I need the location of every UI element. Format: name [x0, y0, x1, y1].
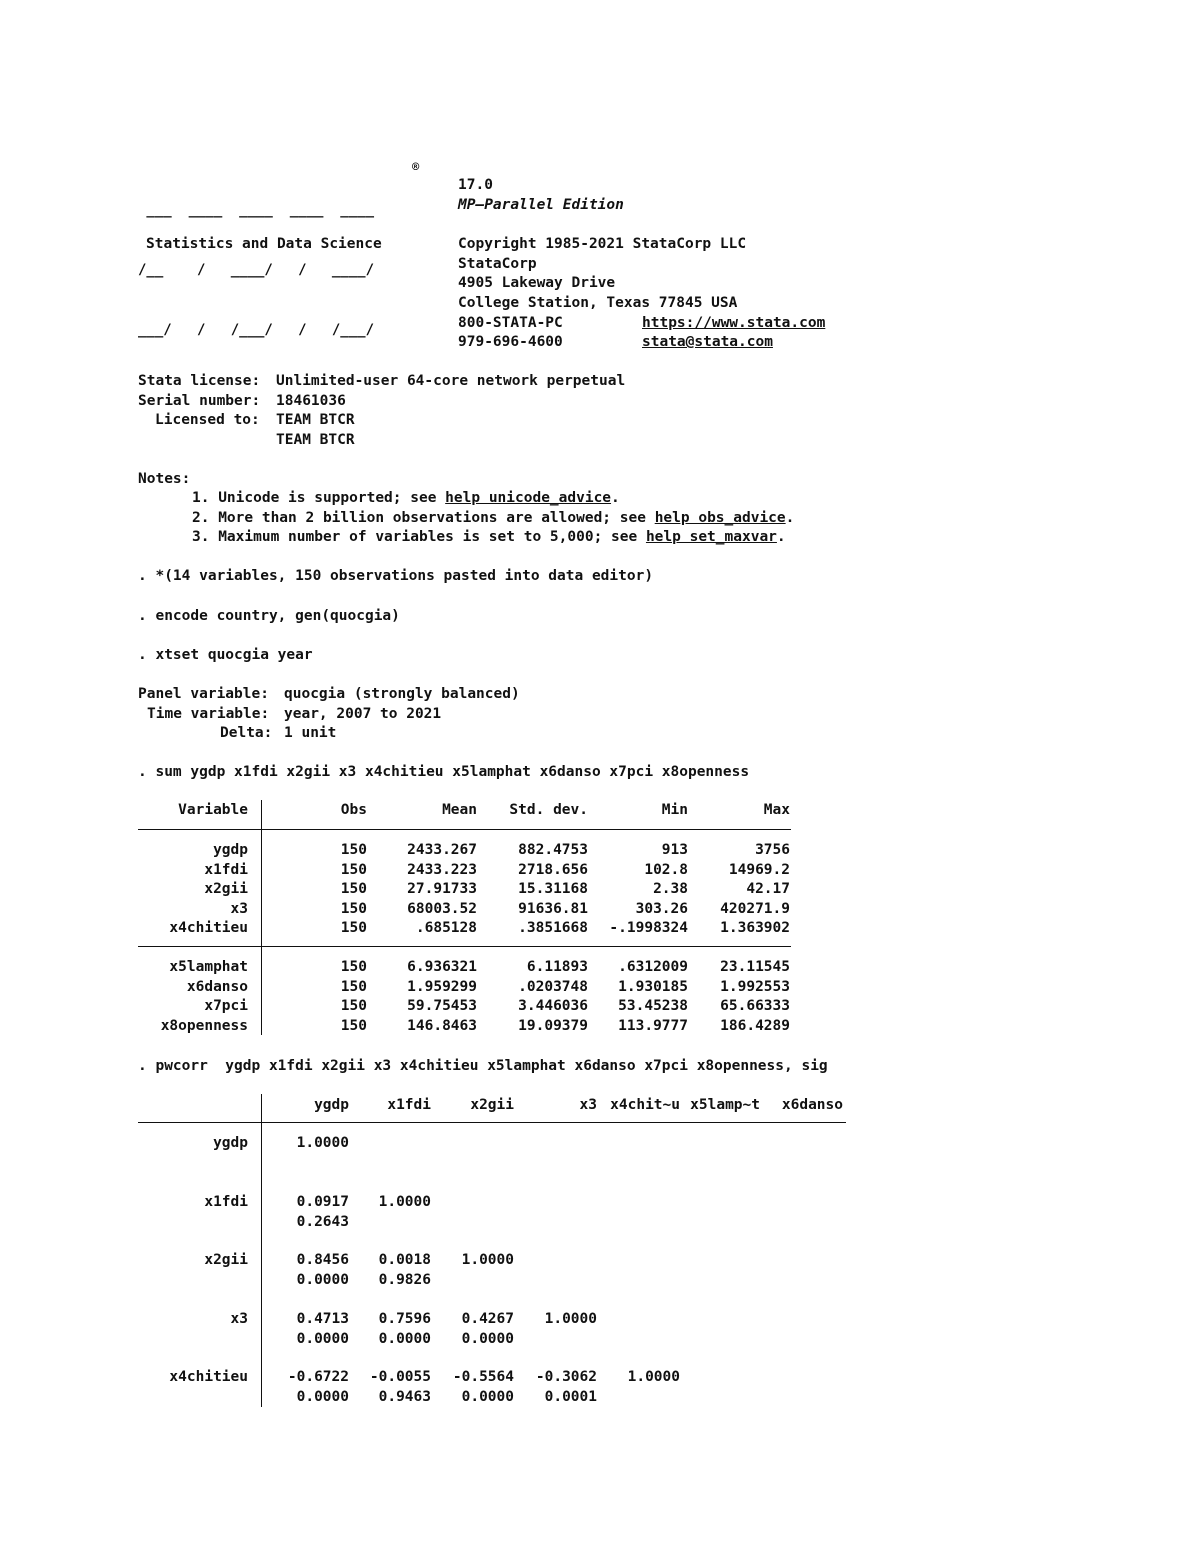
- summary-cell: 113.9777: [618, 1018, 688, 1034]
- summary-table-header-rule: [138, 829, 791, 830]
- notes-title: Notes:: [138, 471, 191, 487]
- command-encode: . encode country, gen(quocgia): [138, 608, 400, 624]
- website-link[interactable]: https://www.stata.com: [642, 315, 826, 331]
- note-3-link[interactable]: help set_maxvar: [645, 529, 777, 545]
- summary-cell: 2433.223: [407, 862, 477, 878]
- summary-cell: 53.45238: [618, 998, 688, 1014]
- summary-header-2: Mean: [442, 802, 477, 818]
- summary-cell: 150: [340, 998, 367, 1014]
- summary-cell: 1.363902: [720, 920, 790, 936]
- summary-cell: 1.930185: [618, 979, 688, 995]
- corr-header-6: x6danso: [781, 1097, 843, 1113]
- corr-row-label: x4chitieu: [169, 1369, 248, 1385]
- summary-cell: 2433.267: [407, 842, 477, 858]
- delta-value: 1 unit: [284, 725, 337, 741]
- note-2-period: .: [785, 510, 795, 526]
- serial-value: 18461036: [276, 393, 346, 409]
- note-2-text: 2. More than 2 billion observations are allowed; see: [192, 510, 655, 526]
- delta-label: Delta:: [220, 725, 273, 741]
- summary-cell: 913: [661, 842, 688, 858]
- corr-coefficient: 1.0000: [627, 1369, 680, 1385]
- summary-row-label: ygdp: [213, 842, 248, 858]
- note-1-text: 1. Unicode is supported; see: [192, 490, 446, 506]
- summary-cell: 150: [340, 1018, 367, 1034]
- summary-cell: -.1998324: [609, 920, 688, 936]
- corr-coefficient: 0.0917: [296, 1194, 349, 1210]
- licensed-to-value-2: TEAM BTCR: [276, 432, 355, 448]
- corr-coefficient: 0.7596: [378, 1311, 431, 1327]
- summary-table-group-rule: [138, 946, 791, 947]
- corr-header-5: x5lamp~t: [690, 1097, 760, 1113]
- summary-cell: 150: [340, 959, 367, 975]
- corr-significance: 0.9463: [378, 1389, 431, 1405]
- corr-significance: 0.0000: [378, 1331, 431, 1347]
- time-variable-label: Time variable:: [147, 706, 270, 722]
- summary-cell: 6.11893: [526, 959, 588, 975]
- note-1-period: .: [611, 490, 620, 506]
- summary-cell: 150: [340, 862, 367, 878]
- summary-cell: 146.8463: [407, 1018, 477, 1034]
- summary-cell: 102.8: [644, 862, 688, 878]
- licensed-to-label: Licensed to:: [155, 412, 260, 428]
- summary-cell: 303.26: [635, 901, 688, 917]
- corr-significance: 0.0000: [296, 1272, 349, 1288]
- summary-cell: .685128: [415, 920, 477, 936]
- serial-label: Serial number:: [138, 393, 261, 409]
- corr-coefficient: 0.4713: [296, 1311, 349, 1327]
- summary-cell: 2718.656: [518, 862, 588, 878]
- summary-cell: 150: [340, 842, 367, 858]
- note-2: [192, 508, 794, 528]
- summary-cell: .6312009: [618, 959, 688, 975]
- summary-row-label: x5lamphat: [169, 959, 248, 975]
- panel-variable-value: quocgia (strongly balanced): [284, 686, 520, 702]
- command-paste: . *(14 variables, 150 observations pasted into data editor): [138, 568, 654, 584]
- corr-row-label: x1fdi: [204, 1194, 248, 1210]
- logo-line-3: ___/ / /___/ / /___/: [138, 322, 375, 338]
- summary-cell: 3.446036: [518, 998, 588, 1014]
- corr-table-header-rule: [138, 1122, 846, 1123]
- corr-row-label: x2gii: [204, 1252, 248, 1268]
- summary-cell: 42.17: [746, 881, 790, 897]
- corr-significance: 0.0000: [461, 1389, 514, 1405]
- logo-line-2: /__ / ____/ / ____/: [138, 262, 375, 278]
- stata-version: 17.0: [458, 177, 493, 193]
- corr-coefficient: -0.0055: [369, 1369, 431, 1385]
- note-3-text: 3. Maximum number of variables is set to 5,000; see: [192, 529, 646, 545]
- licensed-to-value-1: TEAM BTCR: [276, 412, 355, 428]
- summary-cell: 65.66333: [720, 998, 790, 1014]
- note-1-link[interactable]: help unicode_advice: [445, 490, 612, 506]
- corr-significance: 0.2643: [296, 1214, 349, 1230]
- corr-row-label: ygdp: [213, 1135, 248, 1151]
- corr-header-4: x4chit~u: [610, 1097, 680, 1113]
- registered-mark: ®: [412, 160, 420, 174]
- summary-cell: .0203748: [518, 979, 588, 995]
- note-2-link[interactable]: help obs_advice: [654, 510, 786, 526]
- tagline: Statistics and Data Science: [146, 236, 382, 252]
- stata-logo: [138, 160, 382, 380]
- command-xtset: . xtset quocgia year: [138, 647, 313, 663]
- summary-header-1: Obs: [340, 802, 367, 818]
- copyright: Copyright 1985-2021 StataCorp LLC: [458, 236, 747, 252]
- summary-cell: 59.75453: [407, 998, 477, 1014]
- corr-significance: 0.0000: [296, 1389, 349, 1405]
- summary-cell: 1.992553: [720, 979, 790, 995]
- summary-cell: 3756: [755, 842, 790, 858]
- summary-cell: 27.91733: [407, 881, 477, 897]
- summary-header-4: Min: [661, 802, 688, 818]
- summary-row-label: x4chitieu: [169, 920, 248, 936]
- corr-header-0: ygdp: [314, 1097, 349, 1113]
- stata-edition: MP—Parallel Edition: [458, 197, 624, 213]
- summary-cell: 150: [340, 901, 367, 917]
- time-variable-value: year, 2007 to 2021: [284, 706, 442, 722]
- corr-coefficient: -0.3062: [535, 1369, 597, 1385]
- note-3-period: .: [776, 529, 786, 545]
- corr-significance: 0.0001: [544, 1389, 597, 1405]
- summary-cell: 68003.52: [407, 901, 477, 917]
- corr-coefficient: 1.0000: [378, 1194, 431, 1210]
- summary-cell: 6.936321: [407, 959, 477, 975]
- summary-header-0: Variable: [178, 802, 248, 818]
- summary-row-label: x1fdi: [204, 862, 248, 878]
- summary-cell: 15.31168: [518, 881, 588, 897]
- summary-row-label: x2gii: [204, 881, 248, 897]
- phone-2: 979-696-4600: [458, 334, 563, 350]
- summary-cell: 14969.2: [728, 862, 790, 878]
- summary-cell: 420271.9: [720, 901, 790, 917]
- command-pwcorr: . pwcorr ygdp x1fdi x2gii x3 x4chitieu x5lamphat x6danso x7pci x8openness, sig: [138, 1058, 828, 1074]
- summary-row-label: x7pci: [204, 998, 248, 1014]
- summary-cell: 91636.81: [518, 901, 588, 917]
- summary-cell: 19.09379: [518, 1018, 588, 1034]
- license-value: Unlimited-user 64-core network perpetual: [276, 373, 626, 389]
- panel-variable-label: Panel variable:: [138, 686, 269, 702]
- corr-header-1: x1fdi: [387, 1097, 431, 1113]
- summary-cell: .3851668: [518, 920, 588, 936]
- corr-header-2: x2gii: [470, 1097, 514, 1113]
- summary-cell: 2.38: [653, 881, 688, 897]
- summary-cell: 150: [340, 979, 367, 995]
- corr-header-3: x3: [579, 1097, 597, 1113]
- street-address: 4905 Lakeway Drive: [458, 275, 616, 291]
- summary-cell: 882.4753: [518, 842, 588, 858]
- summary-cell: 1.959299: [407, 979, 477, 995]
- corr-coefficient: 0.8456: [296, 1252, 349, 1268]
- corr-row-label: x3: [230, 1311, 248, 1327]
- corr-significance: 0.0000: [461, 1331, 514, 1347]
- phone-1: 800-STATA-PC: [458, 315, 563, 331]
- company-name: StataCorp: [458, 256, 537, 272]
- summary-header-5: Max: [763, 802, 790, 818]
- corr-coefficient: -0.6722: [287, 1369, 349, 1385]
- summary-cell: 23.11545: [720, 959, 790, 975]
- command-sum: . sum ygdp x1fdi x2gii x3 x4chitieu x5lamphat x6danso x7pci x8openness: [138, 764, 750, 780]
- corr-coefficient: 1.0000: [461, 1252, 514, 1268]
- corr-significance: 0.0000: [296, 1331, 349, 1347]
- summary-header-3: Std. dev.: [509, 802, 588, 818]
- summary-cell: 150: [340, 881, 367, 897]
- summary-cell: 150: [340, 920, 367, 936]
- summary-row-label: x3: [230, 901, 248, 917]
- logo-line-1: ___ ____ ____ ____ ____: [138, 202, 383, 218]
- email-link[interactable]: stata@stata.com: [642, 334, 773, 350]
- corr-coefficient: -0.5564: [452, 1369, 514, 1385]
- corr-coefficient: 0.0018: [378, 1252, 431, 1268]
- corr-coefficient: 0.4267: [461, 1311, 514, 1327]
- note-1: [192, 488, 620, 508]
- corr-coefficient: 1.0000: [544, 1311, 597, 1327]
- city-address: College Station, Texas 77845 USA: [458, 295, 738, 311]
- summary-cell: 186.4289: [720, 1018, 790, 1034]
- corr-coefficient: 1.0000: [296, 1135, 349, 1151]
- license-label: Stata license:: [138, 373, 261, 389]
- note-3: [192, 527, 786, 547]
- summary-row-label: x8openness: [160, 1018, 248, 1034]
- summary-row-label: x6danso: [186, 979, 248, 995]
- corr-significance: 0.9826: [378, 1272, 431, 1288]
